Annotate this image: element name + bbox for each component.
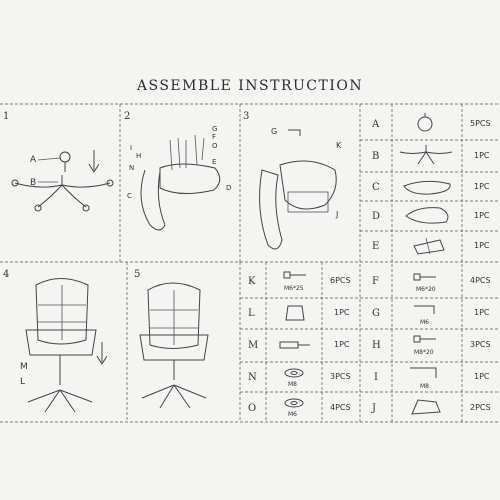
part-letter: I [374, 372, 378, 383]
washer-icon [285, 369, 303, 377]
part-qty: 1PC [474, 151, 490, 160]
part-letter: N [248, 372, 257, 383]
part-qty: 6PCS [330, 276, 351, 285]
callout-label: J [336, 210, 339, 219]
part-qty: 5PCS [470, 119, 491, 128]
part-qty: 1PC [474, 211, 490, 220]
hex-key-icon [414, 306, 434, 314]
step-number: 4 [3, 269, 10, 280]
part-qty: 1PC [474, 308, 490, 317]
callout-label: G [212, 125, 218, 133]
seat-cushion-icon [404, 181, 450, 194]
part-spec: M6 [420, 319, 429, 326]
step-number: 2 [124, 111, 131, 122]
caster-wheel-icon [60, 152, 70, 172]
callout-label: F [212, 133, 217, 141]
part-letter: F [372, 276, 379, 287]
callout-label: A [30, 155, 37, 165]
step-2-panel [124, 111, 231, 230]
part-spec: M6*20 [416, 286, 436, 293]
parts-table-right [371, 113, 491, 414]
part-letter: B [372, 151, 380, 162]
callout-label: H [136, 152, 142, 160]
part-qty: 1PC [334, 308, 350, 317]
part-letter: G [372, 308, 380, 319]
part-spec: M6 [288, 411, 297, 418]
callout-label: L [20, 377, 26, 387]
hex-key-icon [410, 368, 436, 378]
part-qty: 1PC [474, 182, 490, 191]
caster-wheel-icon [418, 113, 432, 131]
star-base-icon [12, 175, 113, 211]
part-letter: K [248, 276, 256, 287]
callout-label: B [30, 178, 37, 188]
hex-key-icon [288, 130, 300, 136]
part-qty: 1PC [334, 340, 350, 349]
callout-label: K [336, 141, 342, 150]
part-letter: J [372, 403, 377, 414]
star-base-icon [400, 145, 452, 164]
part-spec: M6*25 [284, 285, 304, 292]
callout-label: D [226, 184, 232, 192]
armrest-bracket-icon [412, 400, 440, 414]
bolt-icon [414, 336, 436, 342]
gas-cylinder-icon [280, 342, 310, 348]
backrest-icon [406, 208, 448, 223]
callout-label: E [212, 158, 217, 166]
part-letter: L [248, 308, 255, 319]
part-letter: C [372, 182, 380, 193]
office-chair-icon [26, 279, 96, 413]
part-spec: M8 [420, 383, 429, 390]
part-letter: D [372, 211, 381, 222]
part-letter: H [372, 340, 381, 351]
part-qty: 2PCS [470, 403, 491, 412]
arrow-down-icon [97, 342, 107, 364]
part-qty: 1PC [474, 372, 490, 381]
tilt-mechanism-icon [414, 238, 444, 254]
parts-table-left [248, 272, 351, 418]
arrow-down-icon [89, 150, 99, 172]
callout-label: O [212, 142, 218, 150]
part-letter: E [372, 241, 380, 252]
step-number: 1 [3, 111, 10, 122]
callout-label: C [127, 192, 132, 200]
step-number: 5 [134, 269, 141, 280]
bolt-icon [414, 274, 436, 280]
part-qty: 1PC [474, 241, 490, 250]
part-letter: O [248, 403, 257, 414]
part-qty: 4PCS [330, 403, 351, 412]
part-spec: M8 [288, 381, 297, 388]
step-1-panel [3, 111, 113, 211]
step-5-panel [134, 269, 208, 408]
part-qty: 3PCS [330, 372, 351, 381]
part-letter: M [248, 340, 259, 351]
part-spec: M8*20 [414, 349, 434, 356]
callout-label: M [20, 362, 28, 372]
page-title: ASSEMBLE INSTRUCTION [136, 78, 364, 94]
gas-lift-cover-icon [286, 306, 304, 320]
part-qty: 4PCS [470, 276, 491, 285]
office-chair-icon [140, 283, 208, 408]
part-qty: 3PCS [470, 340, 491, 349]
backrest-icon [260, 161, 337, 249]
callout-label: G [271, 127, 278, 136]
callout-label: I [130, 144, 133, 152]
step-number: 3 [243, 111, 250, 122]
callout-label: N [129, 164, 135, 172]
washer-icon [285, 399, 303, 407]
bolt-icon [284, 272, 306, 278]
step-4-panel [3, 269, 107, 412]
step-3-panel [243, 111, 342, 249]
seat-cushion-icon [141, 164, 220, 230]
part-letter: A [372, 119, 380, 130]
